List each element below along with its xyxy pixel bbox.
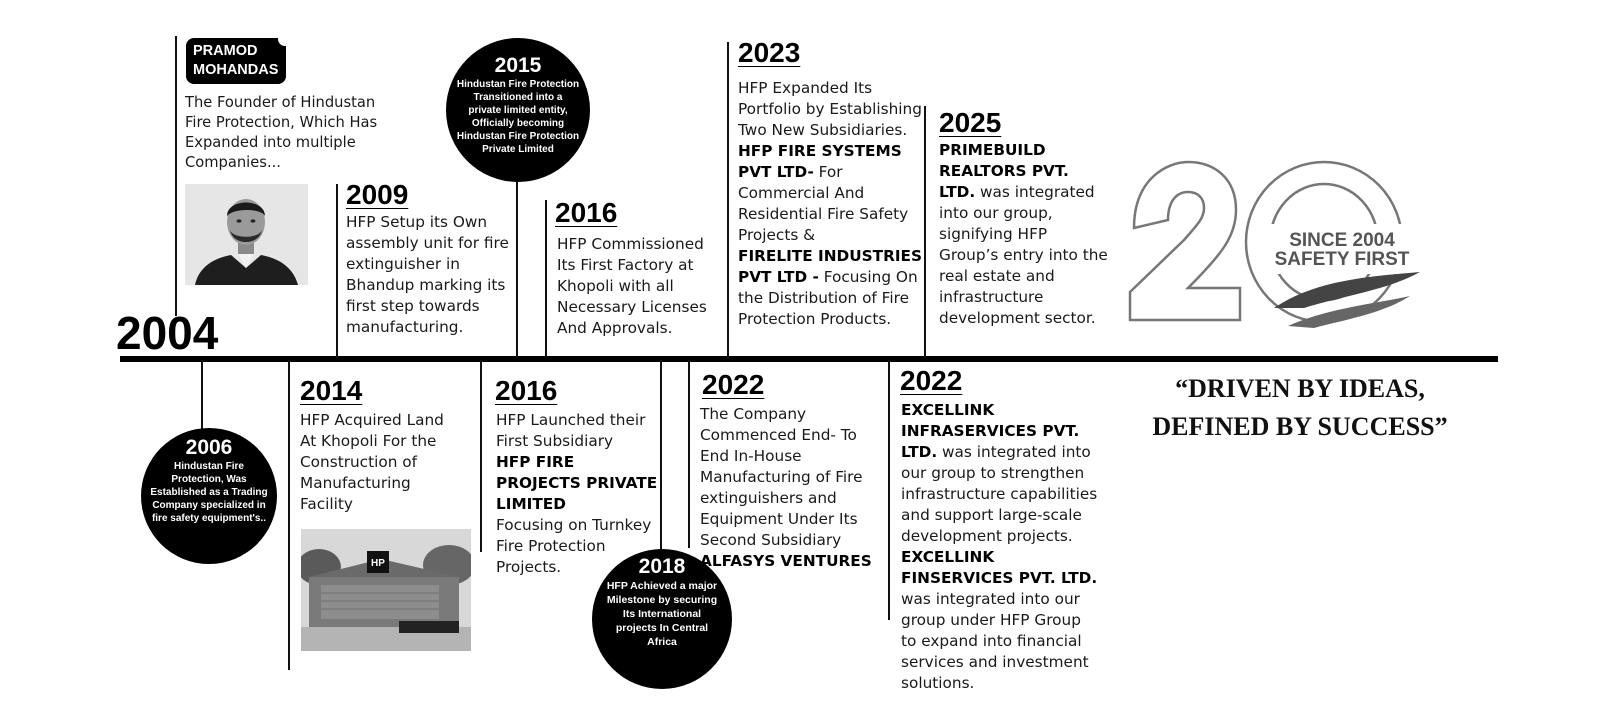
milestone-2016-intro: HFP Launched their First Subsidiary [496, 411, 646, 450]
connector-line [201, 360, 203, 430]
milestone-2025-text [939, 140, 1109, 329]
milestone-2018-text: HFP Achieved a major Milestone by securing Its International projects In Central Africa [606, 580, 718, 648]
year-2022-excellink: 2022 [900, 365, 963, 396]
milestone-2022-excellink-desc1: was integrated into our group to strengthen infrastructure capabilities and support large-scale development projects. [901, 443, 1098, 545]
connector-line [480, 360, 482, 552]
milestone-2023-intro: HFP Expanded Its Portfolio by Establishing Two New Subsidiaries. [738, 79, 922, 139]
founder-name-tag [186, 38, 286, 84]
tagline-line2: DEFINED BY SUCCESS” [1152, 412, 1448, 441]
milestone-2006-text: Hindustan Fire Protection, Was Established as a Trading Company specialized in fire safety equipment's.. [150, 461, 268, 524]
milestone-2022-alfasys-text [700, 404, 890, 572]
milestone-2009-text: HFP Setup its Own assembly unit for fire extinguisher in Bhandup marking its first step towards manufacturing. [346, 213, 509, 336]
year-2018: 2018 [638, 555, 686, 578]
year-2022-alfasys: 2022 [702, 369, 765, 400]
connector-line [688, 360, 690, 548]
subsidiary-hfp-fire-systems: HFP FIRE SYSTEMS PVT LTD- [738, 142, 902, 181]
milestone-2022-excellink-desc2: was integrated into our group under HFP Group to expand into financial services and investment solutions. [901, 590, 1089, 692]
founder-name-line1: PRAMOD [193, 43, 258, 59]
milestone-2025-desc: was integrated into our group, signifying HFP Group’s entry into the real estate and infrastructure development sector. [939, 183, 1108, 327]
company-primebuild: PRIMEBUILD REALTORS PVT. LTD. [939, 141, 1069, 201]
founder-description: The Founder of Hindustan Fire Protection, Which Has Expanded into multiple Companies... [185, 94, 378, 171]
connector-line [924, 106, 926, 358]
tagline-line1: “DRIVEN BY IDEAS, [1175, 374, 1425, 403]
connector-line [336, 184, 338, 358]
factory-photo [301, 529, 471, 651]
year-2023: 2023 [738, 37, 801, 68]
milestone-2015-circle [446, 38, 590, 182]
subsidiary-firelite-text: Focusing On the Distribution of Fire Protection Products. [738, 268, 918, 328]
tagline-quote [1130, 370, 1470, 446]
subsidiary-firelite: FIRELITE INDUSTRIES PVT LTD - [738, 247, 923, 286]
connector-line [175, 36, 177, 316]
twenty-years-logo [1128, 158, 1428, 334]
milestone-2016-factory-text: HFP Commissioned Its First Factory at Khopoli with all Necessary Licenses And Approvals. [557, 235, 707, 337]
year-2016-bottom: 2016 [495, 375, 558, 406]
milestone-2016-desc: Focusing on Turnkey Fire Protection Projects. [496, 516, 652, 576]
start-year: 2004 [116, 307, 219, 359]
milestone-2023-text [738, 78, 923, 330]
founder-photo [185, 184, 308, 285]
milestone-2006-circle [141, 428, 277, 564]
year-2009: 2009 [346, 179, 409, 210]
company-excellink-infraservices: EXCELLINK INFRASERVICES PVT. LTD. [901, 401, 1080, 461]
timeline-axis [120, 356, 1498, 362]
subsidiary-hfp-fire-systems-text: For Commercial And Residential Fire Safety Projects & [738, 163, 909, 244]
connector-line [727, 42, 729, 358]
company-hfp-fire-projects: HFP FIRE PROJECTS PRIVATE LIMITED [496, 453, 658, 513]
milestone-2022-alfasys-desc: The Company Commenced End- To End In-House Manufacturing of Fire extinguishers and Equipment Under Its Second Subsidiary [700, 405, 863, 549]
year-2006: 2006 [185, 436, 233, 459]
company-alfasys: ALFASYS VENTURES [700, 552, 872, 570]
logo-line2: SAFETY FIRST [1274, 249, 1410, 270]
milestone-2015-text: Hindustan Fire Protection Transitioned into a private limited entity, Officially becoming Hindustan Fire Protection Private Limited [456, 79, 580, 155]
year-2025: 2025 [939, 107, 1002, 138]
connector-line [516, 182, 518, 358]
company-excellink-finservices: EXCELLINK FINSERVICES PVT. LTD. [901, 548, 1098, 587]
connector-line [288, 360, 290, 670]
connector-line [545, 200, 547, 358]
year-2015: 2015 [494, 54, 542, 77]
year-2016-top: 2016 [555, 197, 618, 228]
svg-text:HP: HP [371, 558, 385, 569]
logo-line1: SINCE 2004 [1289, 230, 1395, 251]
milestone-2022-excellink-text [901, 400, 1101, 694]
year-2014: 2014 [300, 375, 363, 406]
founder-name-line2: MOHANDAS [193, 62, 279, 78]
milestone-2014-text: HFP Acquired Land At Khopoli For the Construction of Manufacturing Facility [300, 411, 444, 513]
